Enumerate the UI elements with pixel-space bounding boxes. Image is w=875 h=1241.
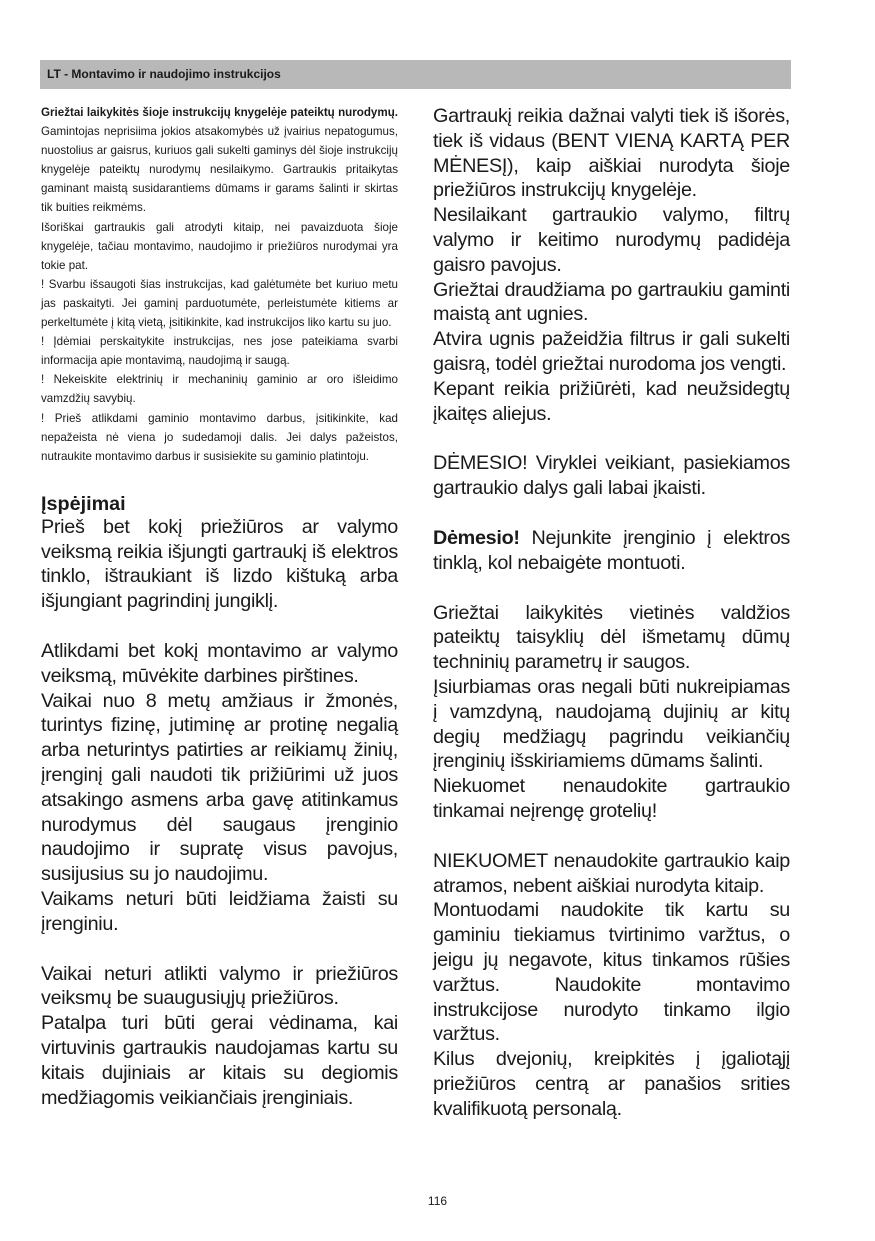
warning-ventilation: Patalpa turi būti gerai vėdinama, kai virtuvinis gartraukis naudojamas kartu su kitais dujiniais ar kitais su degiomis medžiagomis veikiančiais įrenginiais. [41, 1012, 398, 1109]
no-flambe: Griežtai draudžiama po gartraukiu gaminti maistą ant ugnies. [433, 278, 790, 326]
no-modification-note: ! Nekeiskite elektrinių ir mechaninių gaminio ar oro išleidimo vamzdžių savybių. [41, 373, 398, 406]
warning-gloves: Atlikdami bet kokį montavimo ar valymo veiksmą, mūvėkite darbines pirštines. [41, 639, 398, 687]
service-center-note: Kilus dvejonių, kreipkitės į įgaliotąjį priežiūros centrą ar panašios srities kvalifikuotą personalą. [433, 1048, 790, 1120]
warning-disconnect: Prieš bet kokį priežiūros ar valymo veiksmą reikia išjungti gartraukį iš elektros tinklo, ištraukiant iš lizdo kištuką arba išjungiant pagrindinį jungiklį. [41, 515, 398, 613]
warning-children-play: Vaikams neturi būti leidžiama žaisti su įrenginiu. [41, 887, 398, 935]
screws-instruction: Montuodami naudokite tik kartu su gaminiu tiekiamus tvirtinimo varžtus, o jeigu jų negavote, kitus tinkamos rūšies varžtus. Naudokite montavimo instrukcijose nurodyto tinkamo ilgio varžtus. [433, 899, 790, 1046]
warning-children-disabilities: Vaikai nuo 8 metų amžiaus ir žmonės, turintys fizinę, jutiminę ar protinę negalią arba neturintys patirties ar reikiamų žinių, įrenginį gali naudoti tik prižiūrimi už juos atsakingo asmens arba gavę atitinkamus nurodymus dėl saugaus įrenginio naudojimo ir supratę visus pavojus, susijusius su jo naudojimu. [41, 689, 398, 886]
open-flame-warning: Atvira ugnis pažeidžia filtrus ir gali sukelti gaisrą, todėl griežtai nurodoma jos vengti. [433, 328, 790, 375]
check-parts-note: ! Prieš atlikdami gaminio montavimo darbus, įsitikinkite, kad nepažeista nė viena jo sudedamoji dalis. Jei dalys pažeistos, nutraukite montavimo darbus ir susisiekite su gaminio platintoju. [41, 411, 398, 463]
attention-bold: Dėmesio! [433, 526, 520, 549]
frying-oil-warning: Kepant reikia prižiūrėti, kad neužsidegtų įkaitęs aliejus. [433, 377, 790, 425]
left-column [41, 103, 398, 1110]
read-carefully-note: ! Įdėmiai perskaitykite instrukcijas, nes jose pateikiama svarbi informacija apie montavimą, naudojimą ir saugą. [41, 335, 398, 368]
exhaust-air-rule: Įsiurbiamas oras negali būti nukreipiamas į vamzdyną, naudojamą dujinių ar kitų degių medžiagų pagrindu veikiančių įrenginių išskiriamiems dūmams šalinti. [433, 675, 790, 773]
warnings-heading: Įspėjimai [41, 492, 126, 515]
keep-instructions-note: ! Svarbu išsaugoti šias instrukcijas, kad galėtumėte bet kuriuo metu jas paskaityti. Jei gaminį parduotumėte, perleistumėte kitiems ar perkeltumėte į kitą vietą, įsitikinkite, kad instrukcijos liko kartu su juo. [41, 277, 398, 330]
warnings-section [41, 493, 398, 1111]
local-regulations: Griežtai laikykitės vietinės valdžios pateiktų taisyklių dėl išmetamų dūmų techninių parametrų ir saugos. [433, 601, 790, 674]
page-number: 116 [427, 1194, 448, 1208]
intro-bold: Griežtai laikykitės šioje instrukcijų knygelėje pateiktų nurodymų. [41, 106, 398, 119]
hot-parts-warning: DĖMESIO! Viryklei veikiant, pasiekiamos gartraukio dalys gali labai įkaisti. [433, 452, 790, 500]
header-bar [40, 60, 791, 89]
page-header-title: LT - Montavimo ir naudojimo instrukcijos [47, 67, 281, 81]
grille-warning: Niekuomet nenaudokite gartraukio tinkamai neįrengę grotelių! [433, 775, 790, 822]
right-column [433, 104, 790, 1121]
cleaning-frequency: Gartraukį reikia dažnai valyti tiek iš išorės, tiek iš vidaus (BENT VIENĄ KARTĄ PER MĖNESĮ), kaip aiškiai nurodyta šioje priežiūros instrukcijų knygelėje. [433, 105, 790, 202]
intro-paragraph [41, 103, 398, 218]
fire-risk-filters: Nesilaikant gartraukio valymo, filtrų valymo ir keitimo nurodymų padidėja gaisro pavojus. [433, 204, 790, 276]
warning-children-cleaning: Vaikai neturi atlikti valymo ir priežiūros veiksmų be suaugusiųjų priežiūros. [41, 962, 398, 1010]
do-not-connect-text: Nejunkite įrenginio į elektros tinklą, kol nebaigėte montuoti. [433, 526, 790, 574]
appearance-note: Išoriškai gartraukis gali atrodyti kitaip, nei pavaizduota šioje knygelėje, tačiau montavimo, naudojimo ir priežiūros nurodymai yra tokie pat. [41, 220, 398, 272]
intro-text: Gamintojas neprisiima jokios atsakomybės už įvairius nepatogumus, nuostolius ar gaisrus, kuriuos gali sukelti gaminys dėl šioje instrukcijų knygelėje pateiktų nurodymų nesilaikymo. Gartraukis pritaikytas gaminant maistą susidarantiems dūmams ir garams šalinti ir skirtas tik buities reikmėms. [41, 125, 398, 215]
do-not-connect-warning [433, 526, 790, 576]
intro-section [41, 103, 398, 466]
not-a-support: NIEKUOMET nenaudokite gartraukio kaip atramos, nebent aiškiai nurodyta kitaip. [433, 849, 790, 897]
